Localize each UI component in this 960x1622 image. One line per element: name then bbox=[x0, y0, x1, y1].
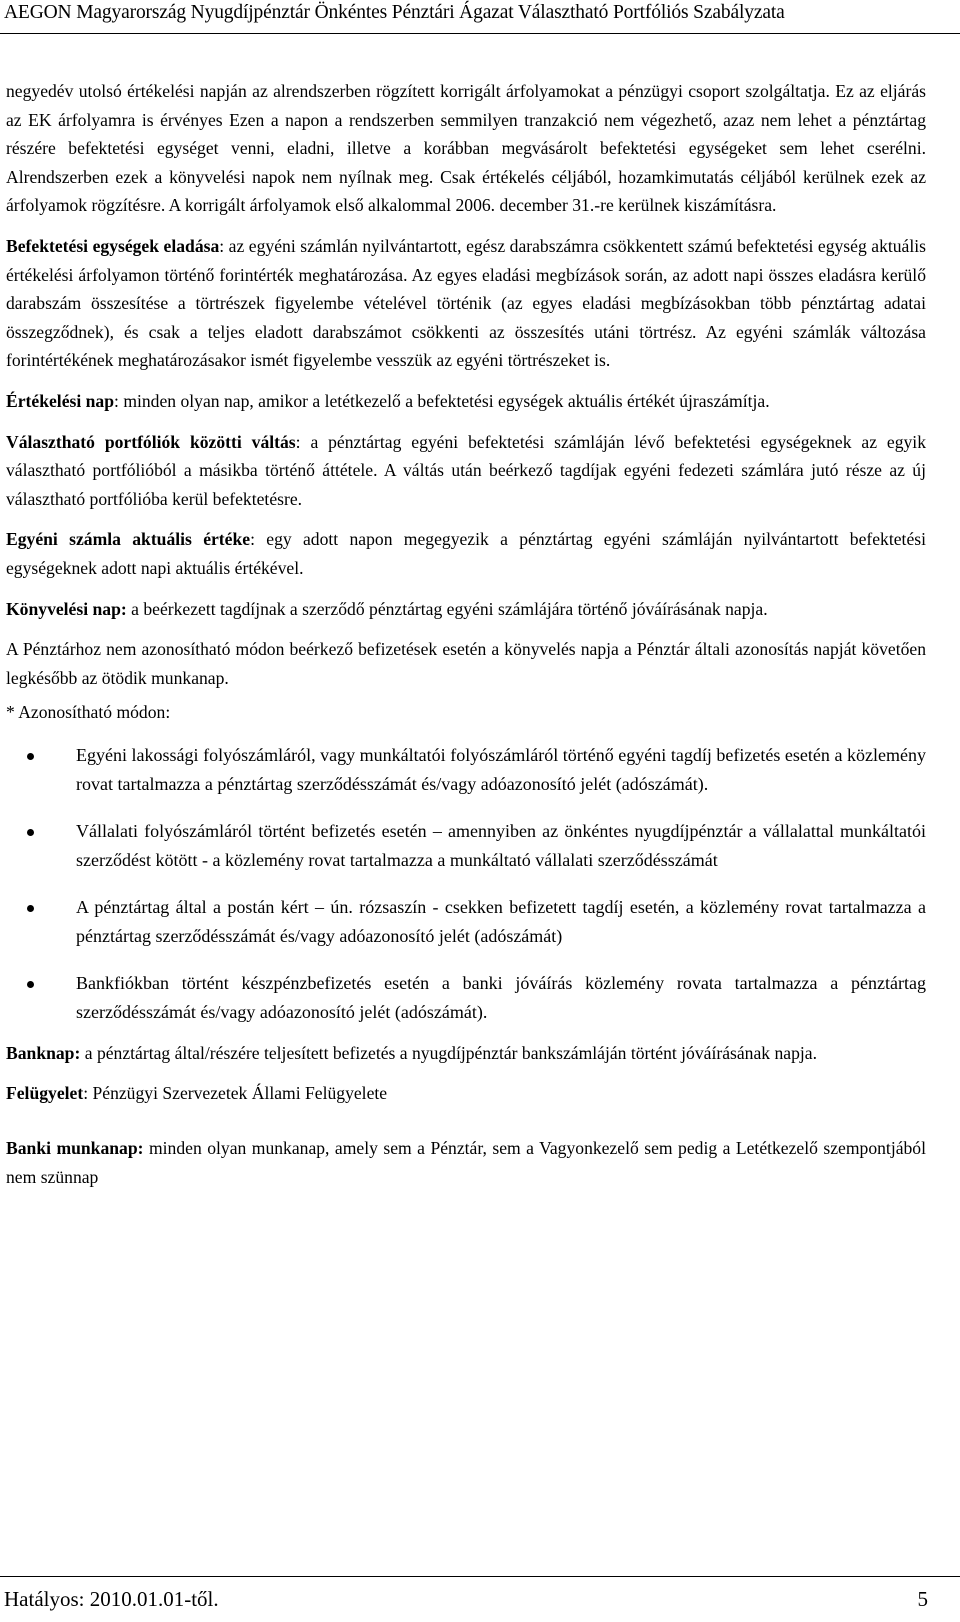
definition-text: minden olyan munkanap, amely sem a Pénztár, sem a Vagyonkezelő sem pedig a Letétkezelő szempontjából nem szünnap bbox=[6, 1138, 926, 1187]
document-body bbox=[6, 77, 926, 1191]
identifiable-heading: * Azonosítható módon: bbox=[6, 702, 171, 723]
definition-term: Banknap: bbox=[6, 1042, 81, 1063]
definition-text: a beérkezett tagdíjnak a szerződő pénztártag egyéni számlájára történő jóváírásának napja. bbox=[131, 598, 768, 619]
definition-ertekelesi-nap bbox=[6, 387, 926, 416]
definition-banknap bbox=[6, 1039, 926, 1068]
definition-text: minden olyan nap, amikor a letétkezelő a befektetési egységek aktuális értékét újraszámítja. bbox=[123, 390, 770, 411]
definition-separator: : bbox=[83, 1083, 93, 1104]
definition-text: a pénztártag által/részére teljesített befizetés a nyugdíjpénztár bankszámláján történt jóváírásának napja. bbox=[84, 1042, 817, 1063]
definition-separator: : bbox=[250, 529, 267, 550]
definition-text: az egyéni számlán nyilvántartott, egész darabszámra csökkentett számú befektetési egység aktuális értékelési árfolyamon történő forintérték meghatározása. Az egyes eladási megbízások során, az adott napi összes eladásra kerülő darabszám összesítése a törtrészek figyelembe vételével történik (az egyes eladási megbízásokban több pénztártag adatai összegződnek), és csak a teljes eladott darabszámot csökkenti az összesítés utáni törtrész. Az egyéni számlák változása forintértékének meghatározásakor ismét figyelembe vesszük az egyéni törtrészeket is. bbox=[6, 235, 926, 371]
intro-paragraph: negyedév utolsó értékelési napján az alrendszerben rögzített korrigált árfolyamokat a pénzügyi csoport szolgáltatja. Ez az eljárás az EK árfolyamra is érvényes Ezen a napon a rendszerben semmilyen tranzakció nem végezhető, azaz nem lehet a pénztártag részére befektetési egységet venni, eladni, illetve a korábban megvásárolt befektetési egységeket sem lehet cserélni. Alrendszerben ezek a könyvelési napok nem nyílnak meg. Csak értékelés céljából, hozamkimutatás céljából kerülnek ezek az árfolyamok rögzítésre. A korrigált árfolyamok első alkalommal 2006. december 31.-re kerülnek kiszámításra. bbox=[6, 81, 926, 216]
page-footer bbox=[0, 1576, 960, 1622]
definition-felugyelet bbox=[6, 1079, 926, 1108]
definition-term: Könyvelési nap: bbox=[6, 598, 127, 619]
list-item: Egyéni lakossági folyószámláról, vagy munkáltatói folyószámláról történő egyéni tagdíj befizetés esetén a közlemény rovat tartalmazza a pénztártag szerződésszámát és/vagy adóazonosító jelét (adószámát). bbox=[6, 741, 926, 799]
definition-portfolio-valtas bbox=[6, 428, 926, 514]
definition-separator: : bbox=[219, 235, 229, 256]
definition-term: Értékelési nap bbox=[6, 390, 115, 411]
definition-befektetesi-egysegek-eladasa bbox=[6, 232, 926, 375]
definition-banki-munkanap bbox=[6, 1134, 926, 1191]
list-item: A pénztártag által a postán kért – ún. rózsaszín - csekken befizetett tagdíj esetén, a közlemény rovat tartalmazza a pénztártag szerződésszámát és/vagy adóazonosító jelét (adószámát) bbox=[6, 893, 926, 951]
definition-text: a pénztártag egyéni befektetési számláján lévő befektetési egységeknek az egyik választható portfólióból a másikba történő áttétele. A váltás után beérkező tagdíjak egyéni fedezeti számlára jutó része az új választható portfólióba kerül befektetésre. bbox=[6, 431, 926, 509]
definition-term: Befektetési egységek eladása bbox=[6, 235, 220, 256]
bullet-icon bbox=[27, 981, 34, 988]
definition-text: egy adott napon megegyezik a pénztártag egyéni számláján nyilvántartott befektetési egységeknek adott napi aktuális értékével. bbox=[6, 529, 926, 578]
bullet-icon bbox=[27, 829, 34, 836]
page-number: 5 bbox=[917, 1587, 928, 1611]
definition-konyvelesi-nap bbox=[6, 595, 926, 624]
list-item: Bankfiókban történt készpénzbefizetés esetén a banki jóváírás közlemény rovata tartalmazza a pénztártag szerződésszámát és/vagy adóazonosító jelét (adószámát). bbox=[6, 969, 926, 1027]
definition-term: Felügyelet bbox=[6, 1083, 84, 1104]
bullet-icon bbox=[27, 753, 34, 760]
document-title: AEGON Magyarország Nyugdíjpénztár Önkéntes Pénztári Ágazat Választható Portfóliós Szabályzata bbox=[4, 2, 785, 23]
definition-separator: : bbox=[114, 390, 124, 411]
definition-term: Választható portfóliók közötti váltás bbox=[6, 431, 296, 452]
page-header bbox=[0, 0, 960, 34]
list-item: Vállalati folyószámláról történt befizetés esetén – amennyiben az önkéntes nyugdíjpénztár a vállalattal munkáltatói szerződést kötött - a közlemény rovat tartalmazza a munkáltató vállalati szerződésszámát bbox=[6, 817, 926, 875]
bullet-icon bbox=[27, 905, 34, 912]
definition-separator: : bbox=[295, 431, 311, 452]
definition-text: Pénzügyi Szervezetek Állami Felügyelete bbox=[92, 1083, 388, 1104]
definition-term: Banki munkanap: bbox=[6, 1138, 144, 1159]
effective-date: Hatályos: 2010.01.01-től. bbox=[4, 1587, 219, 1611]
unidentified-payment-paragraph: A Pénztárhoz nem azonosítható módon beérkező befizetések esetén a könyvelés napja a Pénztár általi azonosítás napját követően legkésőbb az ötödik munkanap. bbox=[6, 639, 926, 688]
definition-egyeni-szamla-erteke bbox=[6, 525, 926, 582]
identifiable-list bbox=[6, 741, 926, 1027]
definition-term: Egyéni számla aktuális értéke bbox=[6, 529, 251, 550]
